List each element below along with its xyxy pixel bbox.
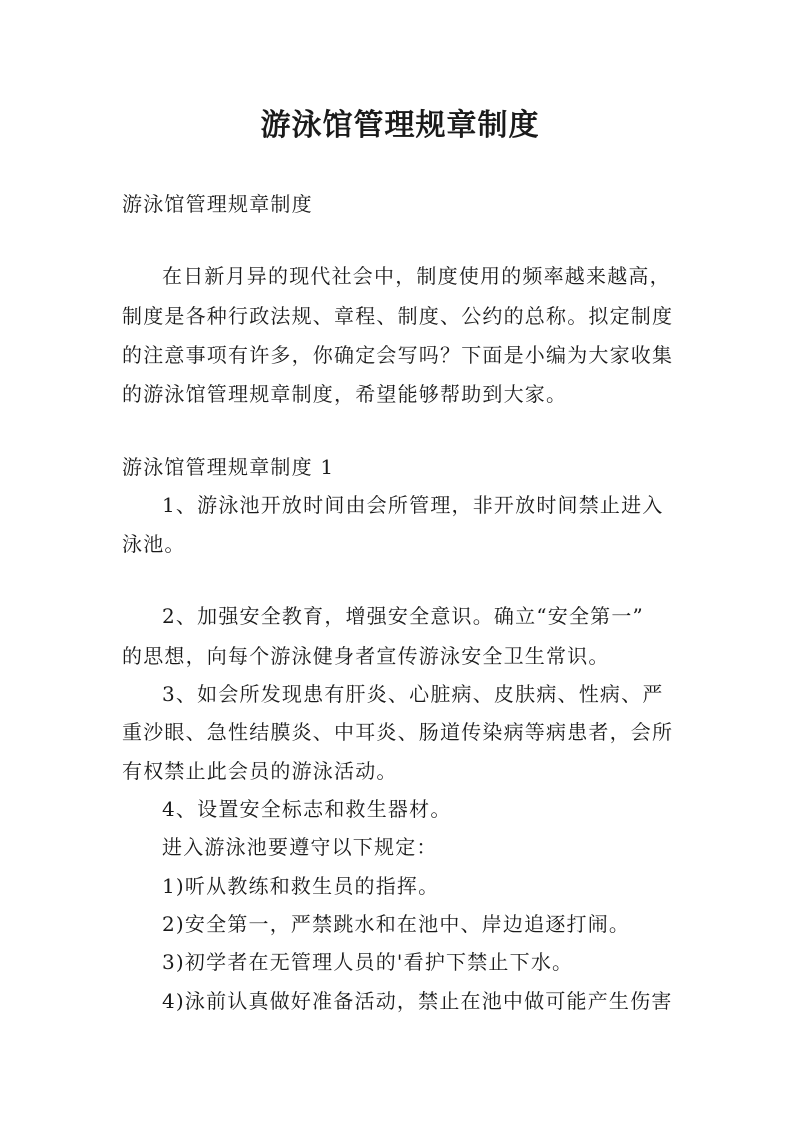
item-1-line-1: 1、游泳池开放时间由会所管理，非开放时间禁止进入 (162, 493, 664, 517)
section-heading: 游泳馆管理规章制度 1 (122, 455, 335, 479)
rule-1: 1)听从教练和救生员的指挥。 (162, 874, 440, 898)
intro-line-2: 制度是各种行政法规、章程、制度、公约的总称。拟定制度 (122, 304, 674, 328)
intro-line-4: 的游泳馆管理规章制度，希望能够帮助到大家。 (122, 382, 568, 406)
item-2-line-2: 的思想，向每个游泳健身者宣传游泳安全卫生常识。 (122, 644, 610, 668)
item-4: 4、设置安全标志和救生器材。 (162, 797, 452, 821)
item-2-line-1: 2、加强安全教育，增强安全意识。确立“安全第一” (162, 604, 644, 628)
rules-intro: 进入游泳池要遵守以下规定： (162, 835, 438, 859)
document-subtitle: 游泳馆管理规章制度 (122, 192, 313, 216)
item-1-line-2: 泳池。 (122, 532, 186, 556)
item-3-line-1: 3、如会所发现患有肝炎、心脏病、皮肤病、性病、严 (162, 682, 664, 706)
intro-line-1: 在日新月异的现代社会中，制度使用的频率越来越高， (162, 264, 671, 288)
rule-3: 3)初学者在无管理人员的'看护下禁止下水。 (162, 950, 574, 974)
document-title: 游泳馆管理规章制度 (260, 108, 540, 143)
item-3-line-3: 有权禁止此会员的游泳活动。 (122, 759, 398, 783)
intro-line-3: 的注意事项有许多，你确定会写吗？下面是小编为大家收集 (122, 343, 674, 367)
rule-4: 4)泳前认真做好准备活动，禁止在池中做可能产生伤害 (162, 989, 673, 1013)
item-3-line-2: 重沙眼、急性结膜炎、中耳炎、肠道传染病等病患者，会所 (122, 720, 674, 744)
rule-2: 2)安全第一，严禁跳水和在池中、岸边追逐打闹。 (162, 912, 631, 936)
